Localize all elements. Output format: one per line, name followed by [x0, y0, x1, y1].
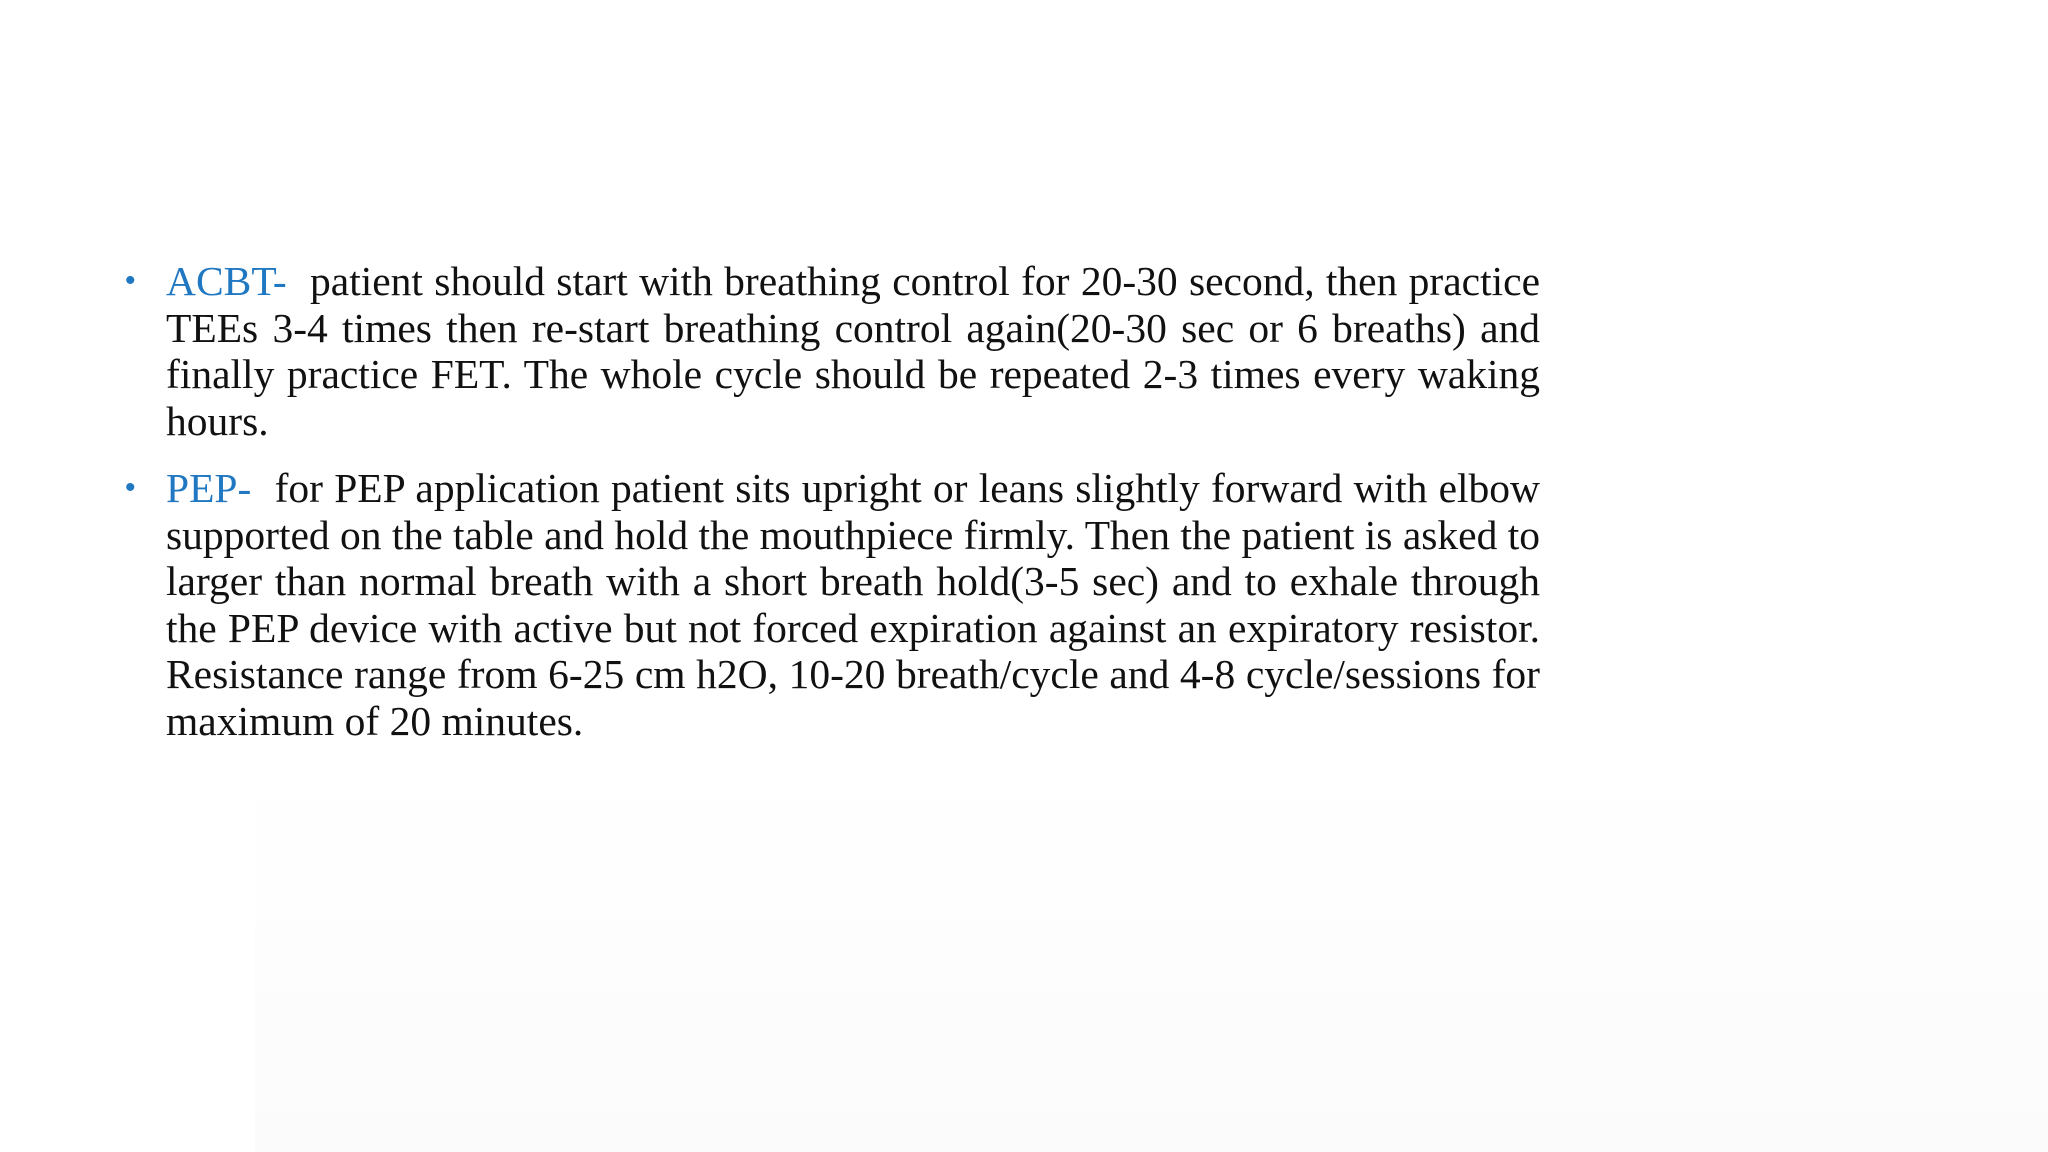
bullet-item-acbt	[120, 258, 1540, 444]
bullet-dot-icon: •	[125, 471, 136, 504]
bullet-dot-icon: •	[125, 264, 136, 297]
bullet-text: patient should start with breathing control for 20-30 second, then practice TEEs 3-4 times then re-start breathing control again(20-30 sec or 6 breaths) and finally practice FET. The whole cycle should be repeated 2-3 times every waking hours.	[166, 258, 1540, 444]
bullet-term: ACBT-	[166, 258, 287, 304]
bullet-text: for PEP application patient sits upright or leans slightly forward with elbow supported on the table and hold the mouthpiece firmly. Then the patient is asked to larger than normal breath with a short breath hold(3-5 sec) and to exhale through the PEP device with active but not forced expiration against an expiratory resistor. Resistance range from 6-25 cm h2O, 10-20 breath/cycle and 4-8 cycle/sessions for maximum of 20 minutes.	[166, 465, 1541, 744]
background-tint	[255, 760, 2048, 1152]
bullet-list	[120, 258, 1540, 765]
bullet-term: PEP-	[166, 465, 252, 511]
bullet-item-pep	[120, 465, 1540, 744]
